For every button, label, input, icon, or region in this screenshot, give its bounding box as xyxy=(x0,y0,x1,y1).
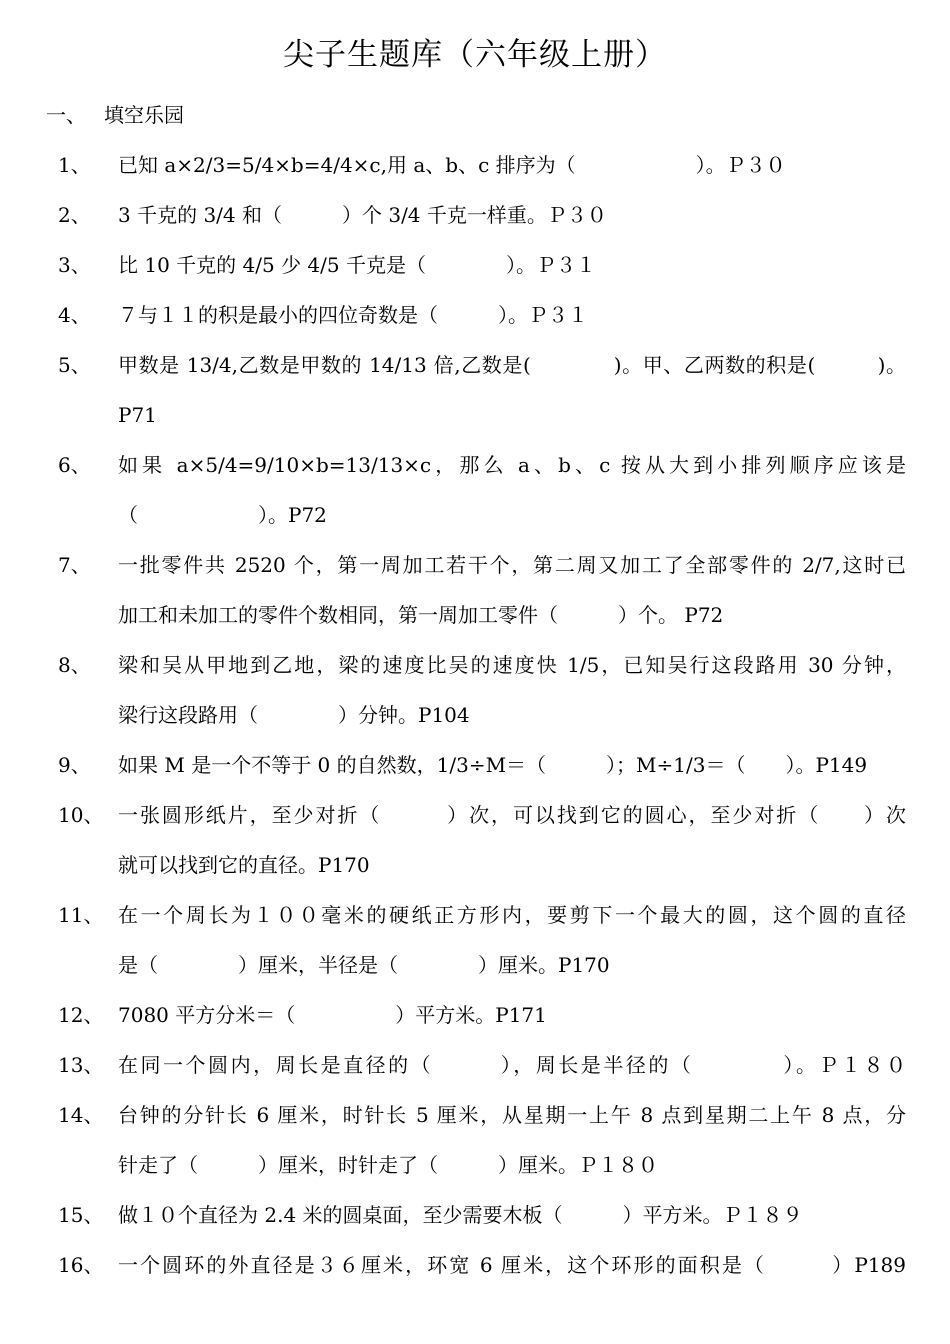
question-text-continued: 梁行这段路用（ ）分钟。P104 xyxy=(118,703,470,727)
question-text-continued: 就可以找到它的直径。P170 xyxy=(118,853,370,877)
question-text: 台钟的分针长 6 厘米，时针长 5 厘米，从星期一上午 8 点到星期二上午 8 点，分 xyxy=(118,1103,906,1127)
question-text: 已知 a×2/3=5/4×b=4/4×c,用 a、b、c 排序为（ ）。Ｐ３０ xyxy=(118,153,786,177)
question-number: 6、 xyxy=(58,453,91,477)
question-number: 11、 xyxy=(58,903,104,927)
question-number: 14、 xyxy=(58,1103,104,1127)
question-text-continued: 是（ ）厘米，半径是（ ）厘米。P170 xyxy=(118,953,610,977)
question-text: 在一个周长为１００毫米的硬纸正方形内，要剪下一个最大的圆，这个圆的直径 xyxy=(118,903,906,927)
question-text: 一批零件共 2520 个，第一周加工若干个，第二周又加工了全部零件的 2/7,这时已 xyxy=(118,553,906,577)
question-text: 梁和吴从甲地到乙地，梁的速度比吴的速度快 1/5，已知吴行这段路用 30 分钟， xyxy=(118,653,906,677)
question-number: 1、 xyxy=(58,153,91,177)
question-text: 如果 a×5/4=9/10×b=13/13×c，那么 a、b、c 按从大到小排列顺序应该是 xyxy=(118,453,906,477)
question-number: 16、 xyxy=(58,1253,104,1277)
question-number: 2、 xyxy=(58,203,91,227)
section-heading xyxy=(46,100,184,130)
question-number: 4、 xyxy=(58,303,91,327)
question-text-continued: （ ）。P72 xyxy=(118,503,327,527)
question-text: 比 10 千克的 4/5 少 4/5 千克是（ ）。Ｐ３１ xyxy=(118,253,596,277)
question-text: 做１０个直径为 2.4 米的圆桌面，至少需要木板（ ）平方米。Ｐ１８９ xyxy=(118,1203,803,1227)
section-label: 填空乐园 xyxy=(104,103,184,127)
question-text: 3 千克的 3/4 和（ ）个 3/4 千克一样重。Ｐ３０ xyxy=(118,203,607,227)
question-text: 在同一个圆内，周长是直径的（ ），周长是半径的（ ）。Ｐ１８０ xyxy=(118,1053,906,1077)
question-text: 一个圆环的外直径是３６厘米，环宽 6 厘米，这个环形的面积是（ ）P189 xyxy=(118,1253,906,1277)
section-number: 一、 xyxy=(46,103,86,127)
question-number: 7、 xyxy=(58,553,91,577)
question-number: 5、 xyxy=(58,353,91,377)
question-number: 8、 xyxy=(58,653,91,677)
question-text: 一张圆形纸片，至少对折（ ）次，可以找到它的圆心，至少对折（ ）次 xyxy=(118,803,906,827)
question-text: 7080 平方分米＝（ ）平方米。P171 xyxy=(118,1003,547,1027)
question-number: 15、 xyxy=(58,1203,104,1227)
question-number: 13、 xyxy=(58,1053,104,1077)
question-text-continued: 针走了（ ）厘米，时针走了（ ）厘米。Ｐ１８０ xyxy=(118,1153,658,1177)
question-text-continued: 加工和未加工的零件个数相同，第一周加工零件（ ）个。 P72 xyxy=(118,603,724,627)
question-text: 如果 M 是一个不等于 0 的自然数，1/3÷M＝（ ）；M÷1/3＝（ ）。P149 xyxy=(118,753,868,777)
question-number: 3、 xyxy=(58,253,91,277)
question-text: 甲数是 13/4,乙数是甲数的 14/13 倍,乙数是( )。甲、乙两数的积是( )。 xyxy=(118,353,906,377)
question-number: 9、 xyxy=(58,753,91,777)
page-title: 尖子生题库（六年级上册） xyxy=(283,37,667,73)
question-text: ７与１１的积是最小的四位奇数是（ ）。Ｐ３１ xyxy=(118,303,588,327)
question-number: 10、 xyxy=(58,803,104,827)
question-number: 12、 xyxy=(58,1003,104,1027)
question-text-continued: P71 xyxy=(118,403,157,427)
